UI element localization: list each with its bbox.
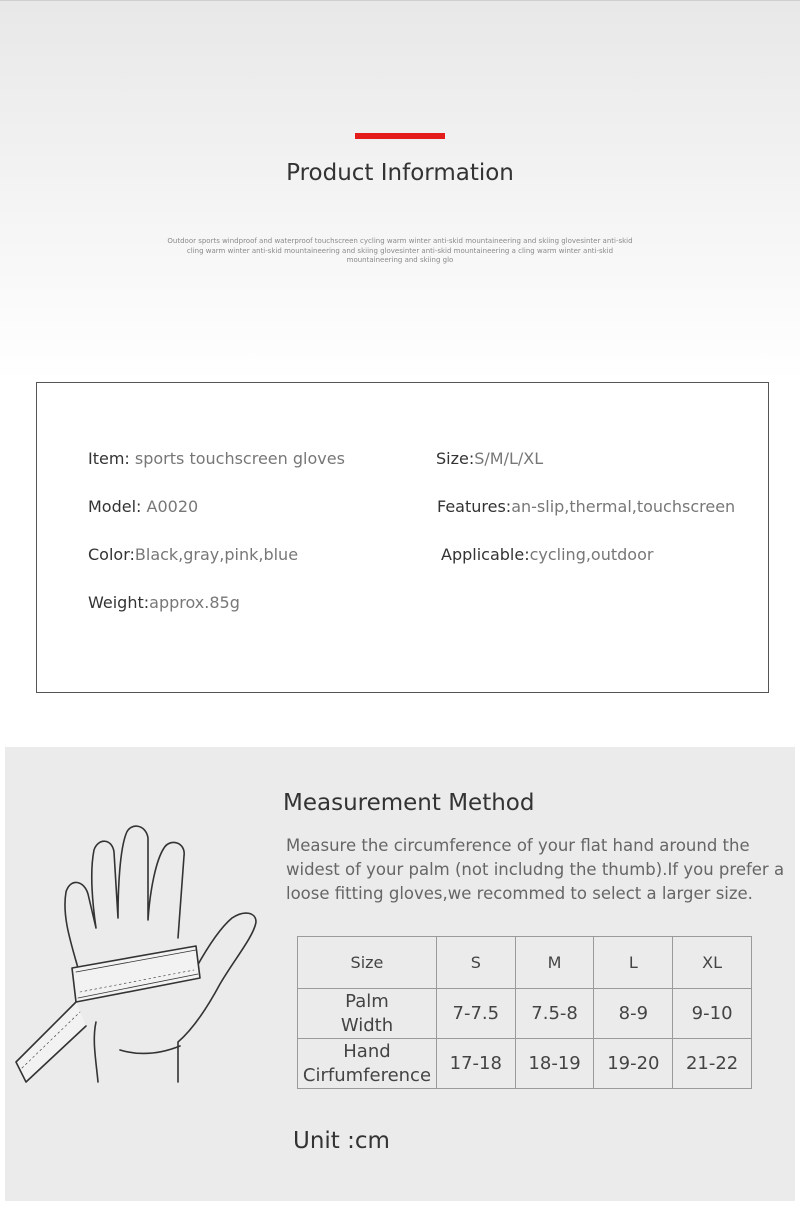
measurement-description: Measure the circumference of your flat hand around the widest of your palm (not includng the thumb).If you prefer a loose fitting gloves,we recommed to select a larger size. xyxy=(286,836,785,903)
applicable-label: Applicable: xyxy=(441,545,530,564)
weight-value: approx.85g xyxy=(149,593,240,612)
product-info-box xyxy=(36,382,769,693)
info-color xyxy=(88,545,298,564)
table-cell: 7.5-8 xyxy=(515,989,594,1039)
features-value: an-slip,thermal,touchscreen xyxy=(511,497,736,516)
size-label: Size: xyxy=(436,449,475,468)
measurement-title: Measurement Method xyxy=(283,790,535,816)
accent-bar xyxy=(355,133,445,139)
header-size: Size xyxy=(298,937,437,989)
model-value: A0020 xyxy=(141,497,199,516)
info-applicable xyxy=(441,545,653,564)
item-label: Item: xyxy=(88,449,130,468)
page-title: Product Information xyxy=(286,160,514,186)
color-value: Black,gray,pink,blue xyxy=(134,545,299,564)
info-weight xyxy=(88,593,240,612)
table-cell: 7-7.5 xyxy=(436,989,515,1039)
info-size xyxy=(436,449,543,468)
hand-label-line-1: Hand xyxy=(343,1040,391,1062)
weight-label: Weight: xyxy=(88,593,150,612)
hand-label-line-2: Cirfumference xyxy=(302,1064,432,1086)
hand-measuring-tape-icon xyxy=(10,820,270,1095)
unit-label: Unit :cm xyxy=(293,1128,390,1154)
table-row-palm-width xyxy=(298,989,752,1039)
product-subtitle: Outdoor sports windproof and waterproof touchscreen cycling warm winter anti-skid mountaineering and skiing glovesinter anti-skid cling warm winter anti-skid mountaineering and skiing glovesinter anti-skid mountaineering a cling warm winter anti-skid mountaineering and skiing glo xyxy=(167,237,633,264)
size-chart-table xyxy=(297,936,752,1089)
palm-label-line-2: Width xyxy=(340,1014,394,1036)
table-cell: 21-22 xyxy=(673,1039,752,1089)
info-item xyxy=(88,449,345,468)
info-model xyxy=(88,497,198,516)
palm-label-line-1: Palm xyxy=(345,990,389,1012)
applicable-value: cycling,outdoor xyxy=(529,545,654,564)
info-features xyxy=(437,497,735,516)
table-cell: 19-20 xyxy=(594,1039,673,1089)
table-cell: 18-19 xyxy=(515,1039,594,1089)
header-l: L xyxy=(594,937,673,989)
table-cell: 8-9 xyxy=(594,989,673,1039)
color-label: Color: xyxy=(88,545,135,564)
table-row-hand-circumference xyxy=(298,1039,752,1089)
size-value: S/M/L/XL xyxy=(474,449,544,468)
header-s: S xyxy=(436,937,515,989)
header-xl: XL xyxy=(673,937,752,989)
item-value: sports touchscreen gloves xyxy=(129,449,345,468)
header-m: M xyxy=(515,937,594,989)
table-cell: 17-18 xyxy=(436,1039,515,1089)
features-label: Features: xyxy=(437,497,512,516)
hand-circumference-label xyxy=(298,1039,437,1089)
model-label: Model: xyxy=(88,497,142,516)
table-cell: 9-10 xyxy=(673,989,752,1039)
palm-width-label xyxy=(298,989,437,1039)
table-header-row xyxy=(298,937,752,989)
